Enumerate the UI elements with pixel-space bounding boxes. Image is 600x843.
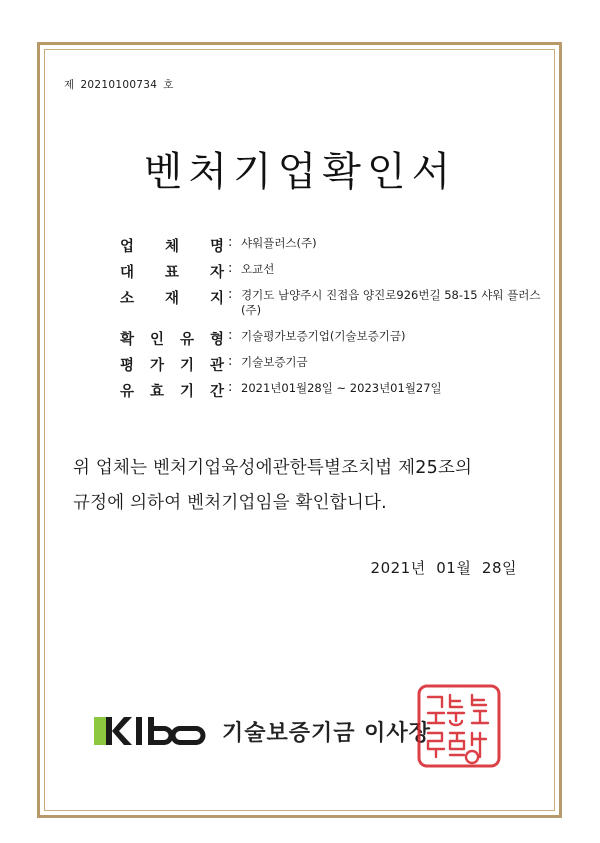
label-char: 인	[149, 332, 164, 348]
label-char: 재	[164, 291, 179, 307]
cert-number-suffix: 호	[163, 79, 174, 91]
label-char: 확	[120, 332, 135, 348]
field-colon: :	[228, 380, 233, 395]
field-value: 기술평가보증기업(기술보증기금)	[241, 329, 406, 343]
field-label	[120, 287, 224, 308]
date-day: 28	[481, 559, 502, 577]
confirmation-statement	[73, 451, 533, 521]
label-char: 명	[209, 239, 224, 255]
label-char: 업	[120, 239, 135, 255]
field-label	[120, 328, 224, 349]
official-seal-stamp	[416, 683, 502, 769]
label-char: 소	[120, 291, 135, 307]
statement-line-1: 위 업체는 벤처기업육성에관한특별조치법 제25조의	[73, 458, 473, 478]
cert-number-value: 20210100734	[80, 79, 158, 91]
date-year: 2021	[370, 559, 411, 577]
label-char: 효	[149, 384, 164, 400]
field-label	[120, 261, 224, 282]
field-row-validity-period	[120, 380, 540, 406]
label-char: 기	[179, 384, 194, 400]
statement-line-2: 규정에 의하여 벤처기업임을 확인합니다.	[73, 493, 387, 513]
date-day-unit: 일	[502, 559, 517, 577]
date-month: 01	[436, 559, 457, 577]
field-row-confirmation-type	[120, 328, 540, 354]
field-row-address	[120, 287, 540, 328]
field-colon: :	[228, 328, 233, 343]
field-label	[120, 380, 224, 401]
field-value: 2021년01월28일 ~ 2023년01월27일	[241, 381, 442, 395]
field-row-representative	[120, 261, 540, 287]
field-row-evaluating-agency	[120, 354, 540, 380]
field-value: 오교선	[241, 262, 275, 276]
label-char: 평	[120, 358, 135, 374]
field-colon: :	[228, 235, 233, 250]
label-char: 관	[209, 358, 224, 374]
cert-number-prefix: 제	[64, 79, 75, 91]
label-char: 대	[120, 265, 135, 281]
field-value: 기술보증기금	[241, 355, 308, 369]
label-char: 지	[209, 291, 224, 307]
field-value: 샤워플러스(주)	[241, 236, 317, 250]
label-char: 유	[120, 384, 135, 400]
certificate-number	[64, 77, 180, 92]
field-value: 경기도 남양주시 진접읍 양진로926번길 58-15 샤워 플러스(주)	[241, 288, 541, 317]
field-label	[120, 235, 224, 256]
label-char: 간	[209, 384, 224, 400]
label-char: 기	[179, 358, 194, 374]
label-char: 체	[164, 239, 179, 255]
label-char: 표	[164, 265, 179, 281]
date-month-unit: 월	[456, 559, 472, 577]
label-char: 형	[209, 332, 224, 348]
certificate-title: 벤처기업확인서	[143, 149, 457, 195]
label-char: 자	[209, 265, 224, 281]
kibo-logo	[94, 714, 206, 748]
label-char: 가	[149, 358, 164, 374]
field-colon: :	[228, 354, 233, 369]
label-char: 유	[179, 332, 194, 348]
field-row-company-name	[120, 235, 540, 261]
date-year-unit: 년	[410, 559, 426, 577]
field-colon: :	[228, 261, 233, 276]
certificate-fields	[120, 235, 540, 406]
field-colon: :	[228, 287, 233, 302]
field-label	[120, 354, 224, 375]
issuer-name: 기술보증기금 이사장	[222, 720, 431, 746]
issue-date	[371, 557, 517, 578]
issuer-block	[94, 714, 431, 748]
